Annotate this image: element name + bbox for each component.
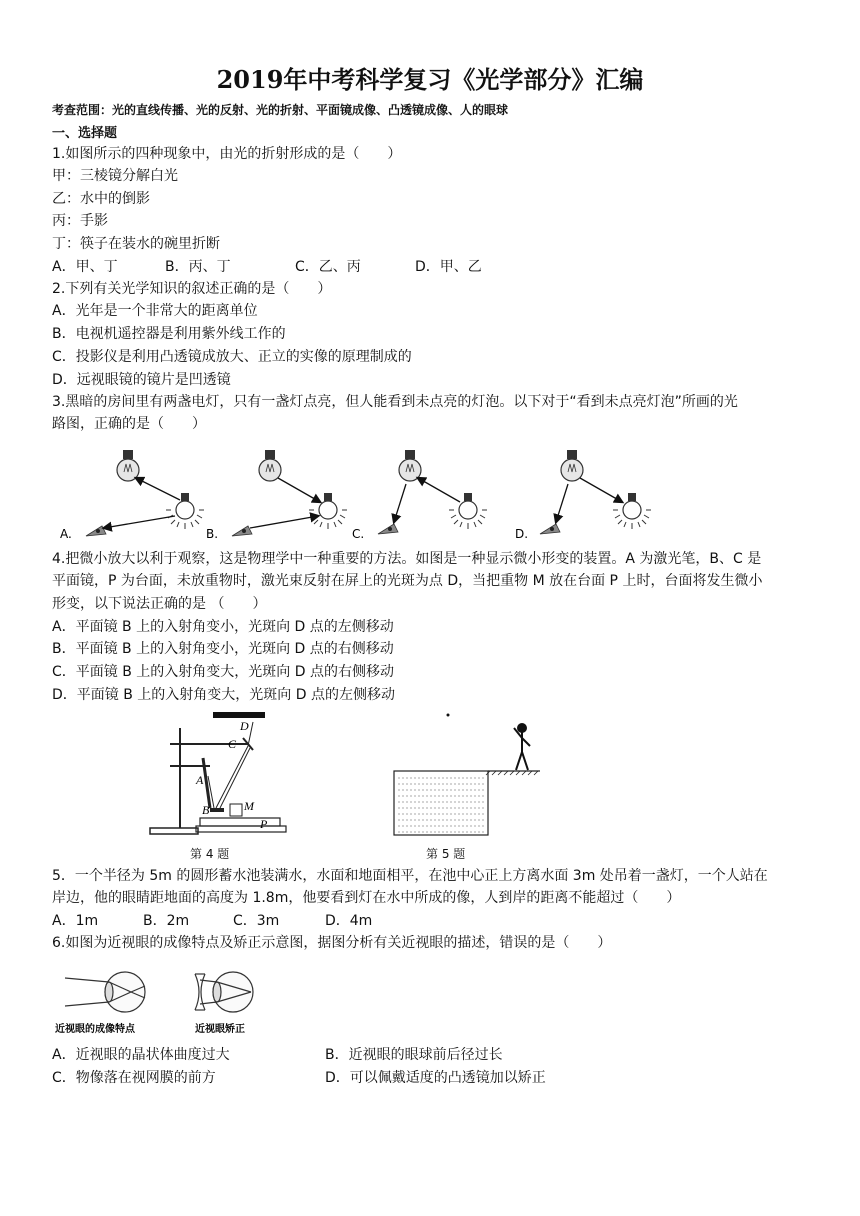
q1-item: 丙：手影	[52, 213, 108, 229]
q5-option-d: D．4m	[325, 913, 373, 929]
q6-option-c: C．物像落在视网膜的前方	[52, 1070, 216, 1086]
q3-figure-a	[60, 450, 204, 541]
exam-scope: 考查范围：光的直线传播、光的反射、光的折射、平面镜成像、凸透镜成像、人的眼球	[52, 103, 509, 117]
q6-stem: 6.如图为近视眼的成像特点及矫正示意图，据图分析有关近视眼的描述，错误的是（ ）	[52, 935, 612, 951]
q2-option-b: B．电视机遥控器是利用紫外线工作的	[52, 326, 286, 342]
q3-label-c: C.	[352, 527, 365, 541]
fig4-caption: 第 4 题	[190, 847, 230, 861]
q6-option-a: A．近视眼的晶状体曲度过大	[52, 1047, 230, 1063]
q1-item: 甲：三棱镜分解白光	[52, 168, 178, 184]
q4-option-c: C．平面镜 B 上的入射角变大，光斑向 D 点的右侧移动	[52, 664, 394, 680]
q4-label-b: B	[202, 803, 210, 817]
q1-option-a: A．甲、丁	[52, 259, 118, 275]
page-title: 2019年中考科学复习《光学部分》汇编	[216, 65, 644, 94]
q3-label-a: A.	[60, 527, 72, 541]
q5-stem: 5．一个半径为 5m 的圆形蓄水池装满水，水面和地面相平，在池中心正上方离水面 3m 处吊着一盏灯，一个人站在	[52, 868, 768, 884]
q4-stem: 4.把微小放大以利于观察，这是物理学中一种重要的方法。如图是一种显示微小形变的装置。A 为激光笔，B、C 是	[52, 551, 762, 567]
q2-stem: 2.下列有关光学知识的叙述正确的是（ ）	[52, 281, 332, 297]
q6-myopia-figure	[55, 968, 275, 1038]
q2-option-d: D．远视眼镜的镜片是凹透镜	[52, 372, 231, 388]
q1-stem: 1.如图所示的四种现象中，由光的折射形成的是（ ）	[52, 146, 402, 162]
q6-fig-label-correction: 近视眼矫正	[195, 1024, 245, 1035]
q3-figure-c	[352, 450, 487, 541]
q5-option-b: B．2m	[143, 913, 190, 929]
q6-option-d: D．可以佩戴适度的凸透镜加以矫正	[325, 1070, 546, 1086]
q1-option-b: B．丙、丁	[165, 259, 231, 275]
section-heading: 一、选择题	[52, 126, 118, 141]
q4-apparatus-figure	[148, 708, 308, 838]
q3-figure-b	[206, 450, 347, 541]
q3-light-diagrams	[0, 440, 860, 540]
q1-option-d: D．甲、乙	[415, 259, 482, 275]
q5-stem-cont: 岸边，他的眼睛距地面的高度为 1.8m，他要看到灯在水中所成的像，人到岸的距离不能超过（ ）	[52, 890, 681, 906]
q1-item: 乙：水中的倒影	[52, 191, 150, 207]
q3-label-d: D.	[515, 527, 529, 541]
q5-option-c: C．3m	[233, 913, 280, 929]
q3-label-b: B.	[206, 527, 219, 541]
q6-option-b: B．近视眼的眼球前后径过长	[325, 1047, 503, 1063]
q1-option-c: C．乙、丙	[295, 259, 361, 275]
q4-label-p: P	[260, 817, 268, 831]
q6-fig-label-myopia: 近视眼的成像特点	[55, 1024, 135, 1035]
q4-stem-cont: 形变，以下说法正确的是 （ ）	[52, 596, 267, 612]
q4-option-a: A．平面镜 B 上的入射角变小，光斑向 D 点的左侧移动	[52, 619, 394, 635]
q4-option-d: D．平面镜 B 上的入射角变大，光斑向 D 点的左侧移动	[52, 687, 395, 703]
q4-label-m: M	[244, 799, 254, 813]
q3-stem: 3.黑暗的房间里有两盏电灯，只有一盏灯点亮，但人能看到未点亮的灯泡。以下对于“看到未点亮灯泡”所画的光	[52, 394, 738, 410]
q4-option-b: B．平面镜 B 上的入射角变小，光斑向 D 点的右侧移动	[52, 641, 394, 657]
q5-pool-figure	[390, 708, 550, 838]
q2-option-c: C．投影仪是利用凸透镜成放大、正立的实像的原理制成的	[52, 349, 412, 365]
q1-item: 丁：筷子在装水的碗里折断	[52, 236, 220, 252]
q4-stem-cont: 平面镜，P 为台面，未放重物时，激光束反射在屏上的光斑为点 D，当把重物 M 放在台面 P 上时，台面将发生微小	[52, 573, 763, 589]
q3-figure-d	[515, 450, 651, 541]
q4-label-d: D	[240, 719, 249, 733]
q2-option-a: A．光年是一个非常大的距离单位	[52, 303, 258, 319]
q5-option-a: A．1m	[52, 913, 99, 929]
fig5-caption: 第 5 题	[426, 847, 466, 861]
q3-stem-cont: 路图，正确的是（ ）	[52, 416, 206, 432]
q4-label-a: A	[196, 773, 204, 787]
q4-label-c: C	[228, 737, 237, 751]
